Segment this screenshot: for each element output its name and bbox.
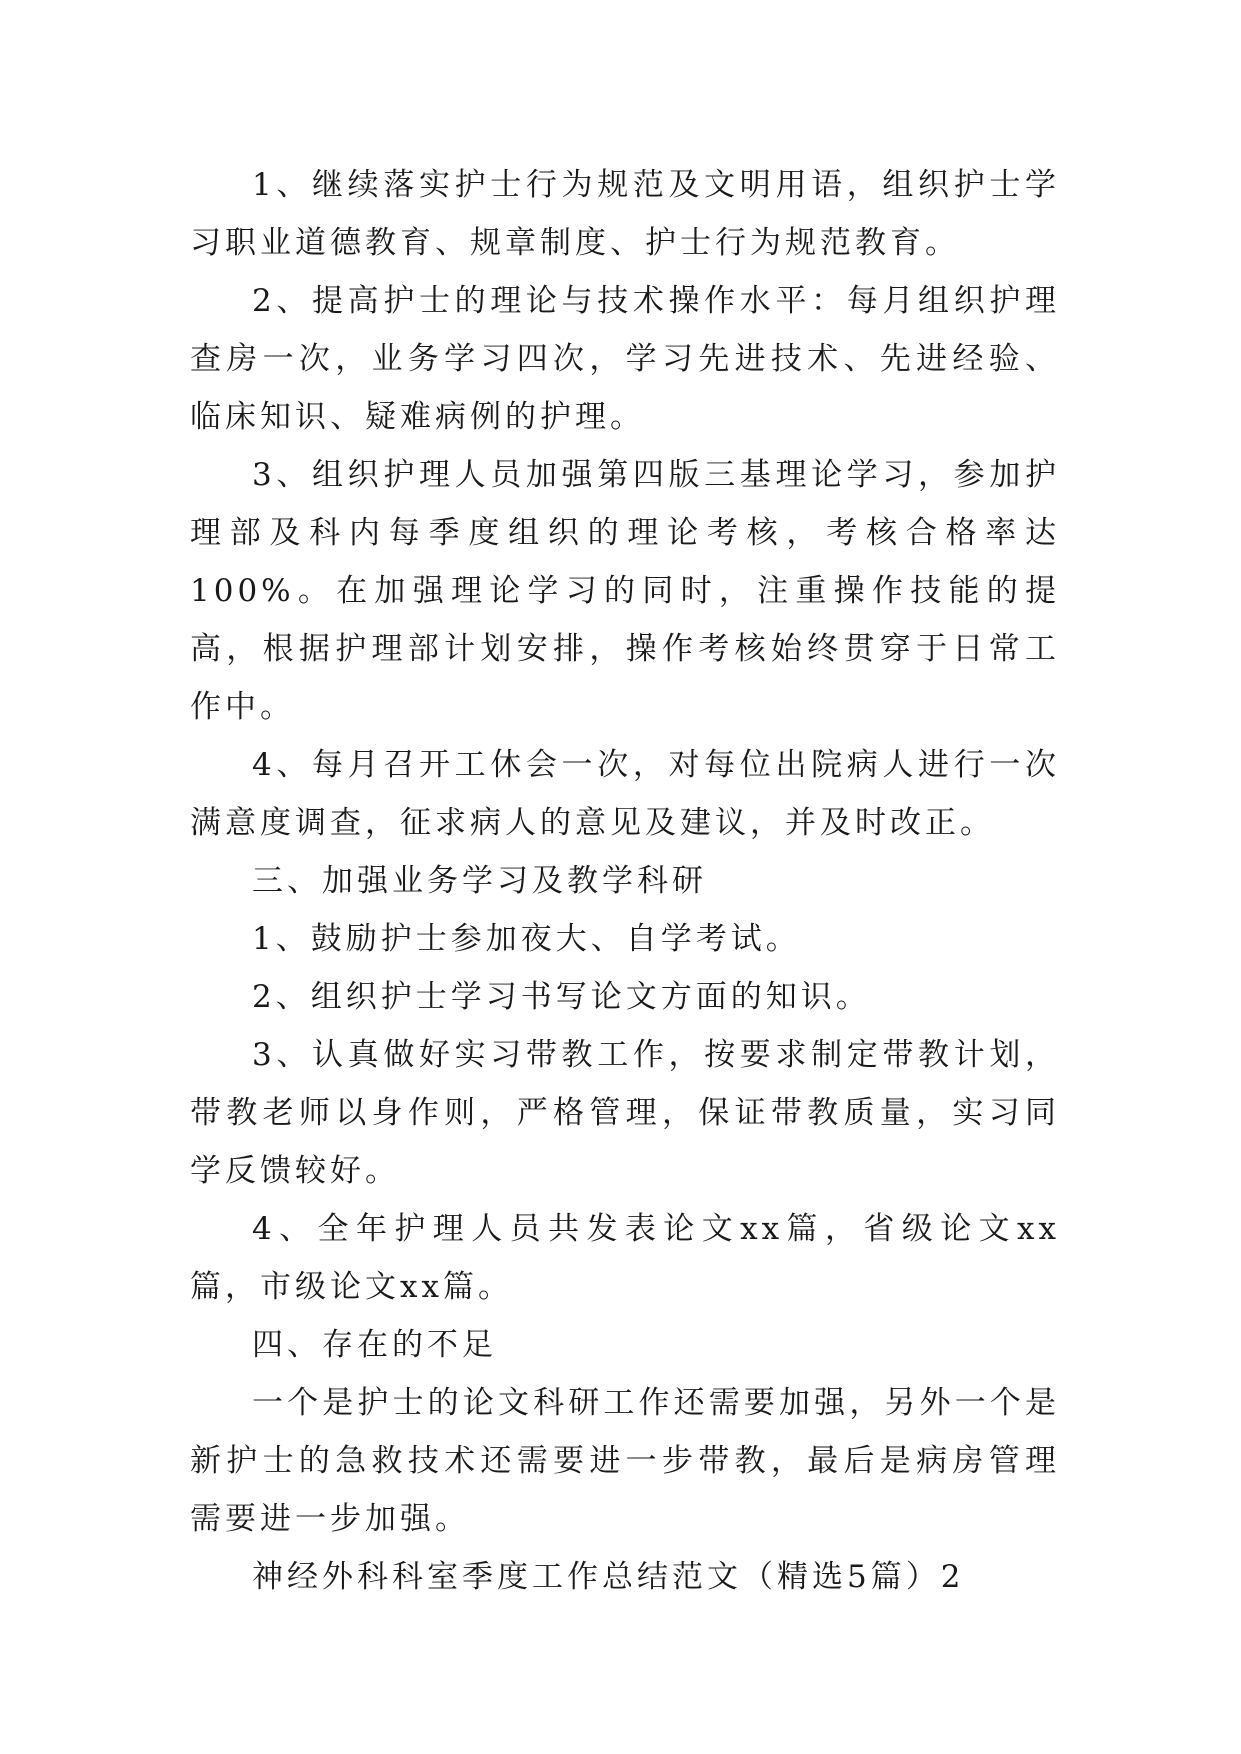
paragraph-1: 1、继续落实护士行为规范及文明用语，组织护士学习职业道德教育、规章制度、护士行为规范教育。 [190,167,1060,261]
paragraph-3: 3、组织护理人员加强第四版三基理论学习，参加护理部及科内每季度组织的理论考核，考核合格率达100%。在加强理论学习的同时，注重操作技能的提高，根据护理部计划安排，操作考核始终贯穿于日常工作中。 [190,457,1060,725]
paragraph-7: 3、认真做好实习带教工作，按要求制定带教计划，带教老师以身作则，严格管理，保证带教质量，实习同学反馈较好。 [190,1037,1060,1189]
paragraph-2: 2、提高护士的理论与技术操作水平：每月组织护理查房一次，业务学习四次，学习先进技术、先进经验、临床知识、疑难病例的护理。 [190,283,1060,435]
paragraph-4: 4、每月召开工休会一次，对每位出院病人进行一次满意度调查，征求病人的意见及建议，并及时改正。 [190,747,1060,841]
document-body [190,156,1060,1606]
next-article-title: 神经外科科室季度工作总结范文（精选5篇）2 [252,1559,965,1595]
paragraph-9: 一个是护士的论文科研工作还需要加强，另外一个是新护士的急救技术还需要进一步带教，最后是病房管理需要进一步加强。 [190,1385,1060,1537]
paragraph-6: 2、组织护士学习书写论文方面的知识。 [252,979,871,1015]
section-heading-3: 三、加强业务学习及教学科研 [252,863,707,899]
paragraph-5: 1、鼓励护士参加夜大、自学考试。 [252,921,801,957]
section-heading-4: 四、存在的不足 [252,1327,497,1363]
paragraph-8: 4、全年护理人员共发表论文xx篇，省级论文xx篇，市级论文xx篇。 [190,1211,1060,1305]
